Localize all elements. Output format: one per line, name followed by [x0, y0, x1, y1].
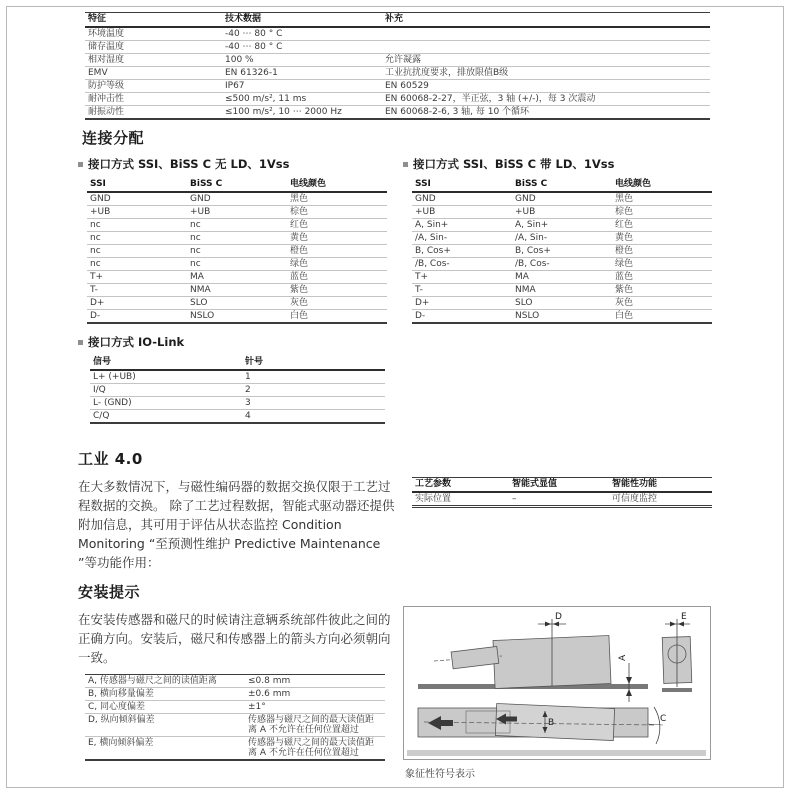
- table-cell: ≤100 m/s², 10 ⋯ 2000 Hz: [222, 106, 382, 120]
- table-cell: 黑色: [612, 192, 712, 206]
- column-header: 信号: [90, 356, 242, 370]
- connection-table-ssi-with-ld: [412, 156, 712, 324]
- table-cell: 橙色: [612, 245, 712, 258]
- table-row: [412, 271, 712, 284]
- diagram-label-c: C: [660, 714, 667, 724]
- table-cell: 可信度监控: [609, 492, 712, 507]
- table-cell: 工业抗扰度要求，排放限值B级: [382, 67, 710, 80]
- column-header: 电线颜色: [612, 178, 712, 192]
- table-cell: 实际位置: [412, 492, 509, 507]
- table-cell: D, 纵向倾斜偏差: [85, 714, 245, 737]
- installation-section: [78, 581, 400, 667]
- table-cell: +UB: [412, 206, 512, 219]
- table-cell: SLO: [512, 297, 612, 310]
- table-cell: B, Cos+: [412, 245, 512, 258]
- column-header: BiSS C: [187, 178, 287, 192]
- table-row: [85, 67, 710, 80]
- square-bullet-icon: [78, 162, 83, 167]
- table-cell: EMV: [85, 67, 222, 80]
- table-cell: A, Sin+: [512, 219, 612, 232]
- table-row: [87, 310, 387, 324]
- table-cell: 蓝色: [287, 271, 387, 284]
- table-cell: +UB: [512, 206, 612, 219]
- pinout-table: [90, 356, 385, 424]
- table-cell: T+: [87, 271, 187, 284]
- table-cell: L- (GND): [90, 397, 242, 410]
- table-row: [90, 384, 385, 397]
- table-row: [412, 232, 712, 245]
- installation-section-title: 安装提示: [78, 583, 141, 601]
- column-header: SSI: [87, 178, 187, 192]
- table-row: [87, 232, 387, 245]
- table-cell: 橙色: [287, 245, 387, 258]
- smart-functions-table: [412, 477, 712, 508]
- table-row: [87, 206, 387, 219]
- subsection-title: [78, 334, 387, 350]
- table-cell: EN 60068-2-27，半正弦，3 轴 (+/-)，每 3 次震动: [382, 93, 710, 106]
- table-cell: D-: [412, 310, 512, 324]
- arrow-icon: [626, 677, 632, 684]
- table-cell: 灰色: [287, 297, 387, 310]
- table-header-row: [412, 178, 712, 192]
- table-header-row: [85, 13, 710, 28]
- table-cell: 传感器与磁尺之间的最大读值距离 A 不允许在任何位置超过: [245, 737, 385, 761]
- table-cell: 储存温度: [85, 41, 222, 54]
- installation-diagram: [403, 606, 711, 760]
- table-cell: C/Q: [90, 410, 242, 424]
- table-row: [412, 219, 712, 232]
- table-cell: GND: [412, 192, 512, 206]
- table-cell: nc: [87, 258, 187, 271]
- table-row: [412, 258, 712, 271]
- table-cell: 白色: [612, 310, 712, 324]
- industry40-section: [78, 448, 400, 572]
- column-header: 智能性功能: [609, 478, 712, 493]
- table-cell: /B, Cos-: [412, 258, 512, 271]
- subsection-title: [78, 156, 387, 172]
- table-cell: T-: [87, 284, 187, 297]
- table-cell: nc: [187, 258, 287, 271]
- column-header: 智能式显值: [509, 478, 609, 493]
- table-cell: 耐冲击性: [85, 93, 222, 106]
- table-cell: EN 61326-1: [222, 67, 382, 80]
- table-cell: ±1°: [245, 701, 385, 714]
- table-cell: 绿色: [287, 258, 387, 271]
- table-cell: 相对湿度: [85, 54, 222, 67]
- table-cell: MA: [187, 271, 287, 284]
- table-cell: [382, 27, 710, 41]
- table-row: [90, 370, 385, 384]
- table-cell: nc: [187, 219, 287, 232]
- column-header: 针号: [242, 356, 385, 370]
- table-cell: NMA: [187, 284, 287, 297]
- table-cell: T-: [412, 284, 512, 297]
- table-cell: +UB: [187, 206, 287, 219]
- table-row: [85, 80, 710, 93]
- column-header: SSI: [412, 178, 512, 192]
- diagram-footer-band: [407, 750, 706, 756]
- table-cell: /A, Sin-: [412, 232, 512, 245]
- sensor-body-top: [495, 703, 614, 740]
- table-cell: MA: [512, 271, 612, 284]
- connection-table-iolink: [87, 334, 387, 424]
- table-row: [90, 410, 385, 424]
- table-row: [87, 271, 387, 284]
- arrow-icon: [678, 622, 684, 627]
- industry40-paragraph: 在大多数情况下，与磁性编码器的数据交换仅限于工艺过程数据的交换。 除了工艺过程数据，智能式驱动器还提供附加信息，其可用于评估从状态监控 Condition Monitoring “至预测性维护 Predictive Maintenance ”等功能作用：: [78, 479, 395, 570]
- table-cell: +UB: [87, 206, 187, 219]
- table-cell: nc: [87, 232, 187, 245]
- table-cell: 4: [242, 410, 385, 424]
- table-cell: 紫色: [287, 284, 387, 297]
- magnetic-tape-end: [662, 688, 692, 692]
- table-cell: nc: [187, 232, 287, 245]
- diagram-label-e: E: [681, 612, 687, 622]
- table-cell: 白色: [287, 310, 387, 324]
- table-cell: ≤500 m/s², 11 ms: [222, 93, 382, 106]
- subsection-title: [403, 156, 712, 172]
- table-header-row: [87, 178, 387, 192]
- table-row: [85, 688, 385, 701]
- table-cell: EN 60529: [382, 80, 710, 93]
- pinout-table: [412, 178, 712, 324]
- table-header-row: [90, 356, 385, 370]
- table-cell: -40 ⋯ 80 ° C: [222, 27, 382, 41]
- table-cell: 3: [242, 397, 385, 410]
- table-cell: /A, Sin-: [512, 232, 612, 245]
- connection-section-title: 连接分配: [82, 129, 145, 147]
- table-cell: E, 横向倾斜偏差: [85, 737, 245, 761]
- column-header: 特征: [85, 13, 222, 28]
- square-bullet-icon: [403, 162, 408, 167]
- table-cell: GND: [187, 192, 287, 206]
- table-cell: 2: [242, 384, 385, 397]
- table-cell: 棕色: [287, 206, 387, 219]
- column-header: 技术数据: [222, 13, 382, 28]
- subsection-title-text: 接口方式 SSI、BiSS C 无 LD、1Vss: [88, 157, 290, 171]
- table-cell: NMA: [512, 284, 612, 297]
- table-row: [85, 93, 710, 106]
- arrow-icon: [670, 622, 676, 627]
- table-cell: /B, Cos-: [512, 258, 612, 271]
- table-cell: –: [509, 492, 609, 507]
- table-cell: 防护等级: [85, 80, 222, 93]
- table-cell: 100 %: [222, 54, 382, 67]
- arrow-icon: [553, 622, 559, 627]
- table-cell: ±0.6 mm: [245, 688, 385, 701]
- table-row: [85, 737, 385, 761]
- table-cell: 灰色: [612, 297, 712, 310]
- table-cell: D+: [412, 297, 512, 310]
- installation-paragraph: 在安装传感器和磁尺的时候请注意辆系统部件彼此之间的正确方向。安装后，磁尺和传感器上的箭头方向必须朝向一致。: [78, 612, 391, 665]
- table-cell: L+ (+UB): [90, 370, 242, 384]
- table-row: [87, 297, 387, 310]
- table-cell: 耐振动性: [85, 106, 222, 120]
- table-cell: D-: [87, 310, 187, 324]
- table-row: [412, 310, 712, 324]
- table-cell: GND: [512, 192, 612, 206]
- table-cell: IP67: [222, 80, 382, 93]
- table-cell: A, Sin+: [412, 219, 512, 232]
- table-row: [412, 206, 712, 219]
- table-row: [412, 284, 712, 297]
- diagram-caption: 象征性符号表示: [405, 769, 475, 780]
- table-row: [87, 245, 387, 258]
- diagram-label-a: A: [618, 654, 628, 661]
- table-row: [412, 192, 712, 206]
- table-row: [87, 219, 387, 232]
- table-cell: 绿色: [612, 258, 712, 271]
- column-header: BiSS C: [512, 178, 612, 192]
- table-cell: GND: [87, 192, 187, 206]
- mounting-tolerances-table: [85, 674, 385, 761]
- table-row: [85, 714, 385, 737]
- arrow-icon: [626, 689, 632, 696]
- table-cell: 蓝色: [612, 271, 712, 284]
- table-row: [87, 284, 387, 297]
- square-bullet-icon: [78, 340, 83, 345]
- column-header: 电线颜色: [287, 178, 387, 192]
- diagram-label-b: B: [548, 718, 555, 728]
- table-cell: 红色: [612, 219, 712, 232]
- table-cell: 红色: [287, 219, 387, 232]
- pinout-table: [87, 178, 387, 324]
- table-cell: SLO: [187, 297, 287, 310]
- table-row: [85, 41, 710, 54]
- table-row: [85, 106, 710, 120]
- arrow-icon: [545, 622, 551, 627]
- table-cell: 黄色: [612, 232, 712, 245]
- table-cell: nc: [87, 245, 187, 258]
- table-cell: 允许凝露: [382, 54, 710, 67]
- table-row: [87, 258, 387, 271]
- table-row: [90, 397, 385, 410]
- table-cell: 棕色: [612, 206, 712, 219]
- industry40-section-title: 工业 4.0: [78, 450, 143, 468]
- table-cell: [382, 41, 710, 54]
- table-cell: C, 同心度偏差: [85, 701, 245, 714]
- table-cell: nc: [187, 245, 287, 258]
- table-row: [85, 701, 385, 714]
- table-cell: -40 ⋯ 80 ° C: [222, 41, 382, 54]
- table-header-row: [412, 478, 712, 493]
- table-cell: 紫色: [612, 284, 712, 297]
- table-cell: 传感器与磁尺之间的最大读值距离 A 不允许在任何位置超过: [245, 714, 385, 737]
- table-row: [412, 297, 712, 310]
- table-cell: 1: [242, 370, 385, 384]
- dimension-arc-c: [654, 707, 660, 744]
- table-row: [85, 54, 710, 67]
- table-cell: NSLO: [512, 310, 612, 324]
- table-row: [85, 27, 710, 41]
- table-row: [412, 492, 712, 507]
- table-cell: 黑色: [287, 192, 387, 206]
- table-cell: B, Cos+: [512, 245, 612, 258]
- table-row: [85, 675, 385, 688]
- table-cell: D+: [87, 297, 187, 310]
- table-cell: I/Q: [90, 384, 242, 397]
- subsection-title-text: 接口方式 SSI、BiSS C 带 LD、1Vss: [413, 157, 615, 171]
- table-cell: NSLO: [187, 310, 287, 324]
- sensor-cable: [451, 646, 499, 668]
- table-cell: A, 传感器与磁尺之间的读值距离: [85, 675, 245, 688]
- column-header: 工艺参数: [412, 478, 509, 493]
- table-cell: ≤0.8 mm: [245, 675, 385, 688]
- table-row: [412, 245, 712, 258]
- table-cell: EN 60068-2-6, 3 轴, 每 10 个循环: [382, 106, 710, 120]
- table-cell: nc: [87, 219, 187, 232]
- table-cell: 环境温度: [85, 27, 222, 41]
- subsection-title-text: 接口方式 IO-Link: [88, 335, 185, 349]
- table-row: [87, 192, 387, 206]
- table-cell: T+: [412, 271, 512, 284]
- table-cell: 黄色: [287, 232, 387, 245]
- connection-table-ssi-without-ld: [87, 156, 387, 324]
- installation-diagram-svg: [404, 607, 710, 759]
- technical-data-table: [85, 12, 710, 120]
- table-cell: B, 横向移量偏差: [85, 688, 245, 701]
- column-header: 补充: [382, 13, 710, 28]
- diagram-label-d: D: [555, 612, 562, 622]
